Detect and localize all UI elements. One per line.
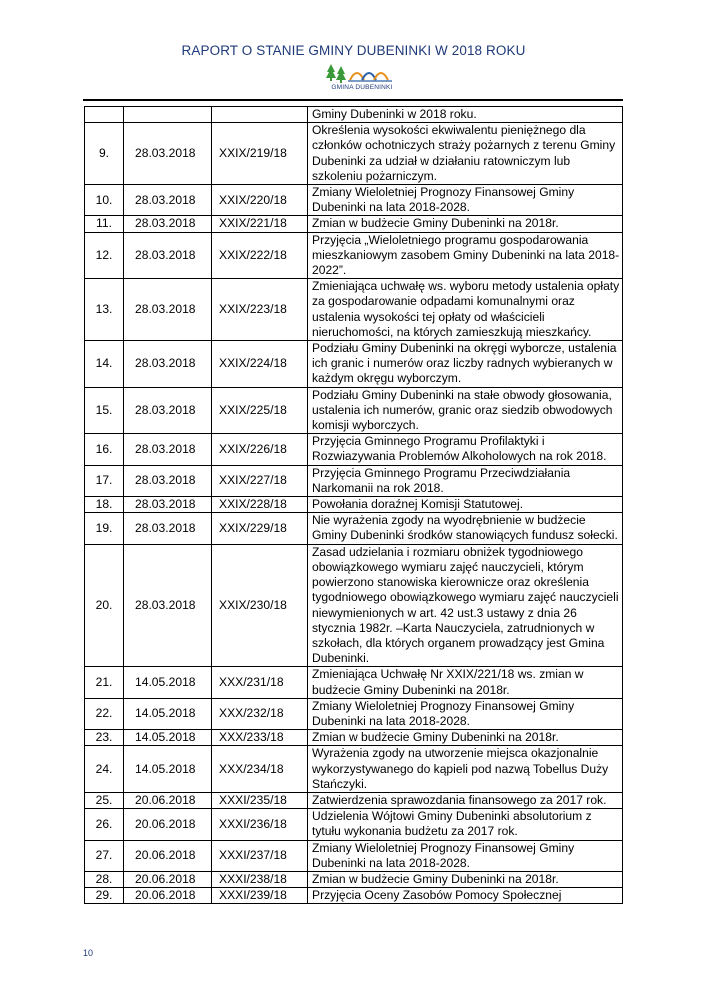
cell-title: Przyjęcia Gminnego Programu Profilaktyki i Rozwiazywania Problemów Alkoholowych na rok 2018.	[308, 434, 623, 465]
cell-date: 20.06.2018	[124, 871, 212, 887]
cell-resolution-number: XXX/233/18	[212, 730, 308, 746]
table-row	[85, 387, 623, 434]
table-row	[85, 216, 623, 232]
table-row	[85, 746, 623, 793]
table-row	[85, 107, 623, 123]
cell-date: 28.03.2018	[124, 216, 212, 232]
cell-title: Zasad udzielania i rozmiaru obniżek tygodniowego obowiązkowego wymiaru zajęć nauczycieli, którym powierzono stanowiska kierownicze oraz określenia tygodniowego obowiązkowego wymiaru zajęć nauczycieli niewymienionych w art. 42 ust.3 ustawy z dnia 26 stycznia 1982r. –Karta Nauczyciela, zatrudnionych w szkołach, dla których organem prowadzący jest Gmina Dubeninki.	[308, 544, 623, 667]
table-row	[85, 497, 623, 513]
table-row	[85, 730, 623, 746]
cell-title: Przyjęcia „Wieloletniego programu gospodarowania mieszkaniowym zasobem Gminy Dubeninki na lata 2018-2022”.	[308, 232, 623, 279]
cell-date: 20.06.2018	[124, 809, 212, 840]
cell-resolution-number: XXX/231/18	[212, 667, 308, 698]
cell-no: 23.	[85, 730, 124, 746]
cell-resolution-number: XXXI/238/18	[212, 871, 308, 887]
table-row	[85, 840, 623, 871]
cell-no: 17.	[85, 465, 124, 496]
cell-date: 28.03.2018	[124, 513, 212, 544]
cell-date: 28.03.2018	[124, 341, 212, 388]
cell-title: Przyjęcia Gminnego Programu Przeciwdziałania Narkomanii na rok 2018.	[308, 465, 623, 496]
cell-date: 14.05.2018	[124, 746, 212, 793]
cell-resolution-number: XXIX/220/18	[212, 185, 308, 216]
table-row	[85, 871, 623, 887]
cell-title: Podziału Gminy Dubeninki na stałe obwody głosowania, ustalenia ich numerów, granic oraz siedzib obwodowych komisji wyborczych.	[308, 387, 623, 434]
table-row	[85, 809, 623, 840]
table-row	[85, 667, 623, 698]
table-row	[85, 792, 623, 808]
cell-date: 28.03.2018	[124, 185, 212, 216]
cell-resolution-number: XXIX/227/18	[212, 465, 308, 496]
cell-no: 10.	[85, 185, 124, 216]
cell-date: 20.06.2018	[124, 792, 212, 808]
cell-resolution-number: XXXI/237/18	[212, 840, 308, 871]
header-divider	[83, 99, 623, 101]
cell-title: Udzielenia Wójtowi Gminy Dubeninki absolutorium z tytułu wykonania budżetu za 2017 rok.	[308, 809, 623, 840]
cell-title: Zmieniająca uchwałę ws. wyboru metody ustalenia opłaty za gospodarowanie odpadami komunalnymi oraz ustalenia wysokości tej opłaty od właścicieli nieruchomości, na których zamieszkują mieszkańcy.	[308, 279, 623, 341]
table-row	[85, 279, 623, 341]
cell-no: 18.	[85, 497, 124, 513]
cell-no: 26.	[85, 809, 124, 840]
table-row	[85, 232, 623, 279]
cell-title: Zmian w budżecie Gminy Dubeninki na 2018r.	[308, 216, 623, 232]
cell-no: 24.	[85, 746, 124, 793]
table-row	[85, 123, 623, 185]
cell-no: 15.	[85, 387, 124, 434]
table-row	[85, 544, 623, 667]
cell-no: 22.	[85, 698, 124, 729]
resolutions-table	[84, 106, 623, 904]
cell-no	[85, 107, 124, 123]
cell-resolution-number: XXIX/225/18	[212, 387, 308, 434]
cell-resolution-number: XXIX/221/18	[212, 216, 308, 232]
cell-resolution-number	[212, 107, 308, 123]
cell-title: Powołania doraźnej Komisji Statutowej.	[308, 497, 623, 513]
cell-date: 14.05.2018	[124, 698, 212, 729]
table-row	[85, 185, 623, 216]
cell-resolution-number: XXIX/229/18	[212, 513, 308, 544]
cell-no: 19.	[85, 513, 124, 544]
cell-no: 21.	[85, 667, 124, 698]
cell-resolution-number: XXXI/236/18	[212, 809, 308, 840]
table-row	[85, 434, 623, 465]
cell-date	[124, 107, 212, 123]
cell-resolution-number: XXX/232/18	[212, 698, 308, 729]
cell-title: Zmian w budżecie Gminy Dubeninki na 2018r.	[308, 730, 623, 746]
cell-resolution-number: XXIX/226/18	[212, 434, 308, 465]
logo-text: GMINA DUBENINKI	[331, 84, 393, 91]
cell-date: 14.05.2018	[124, 667, 212, 698]
cell-title: Podziału Gminy Dubeninki na okręgi wyborcze, ustalenia ich granic i numerów oraz liczby radnych wybieranych w każdym okręgu wyborczym.	[308, 341, 623, 388]
cell-no: 12.	[85, 232, 124, 279]
table-row	[85, 341, 623, 388]
page-number: 10	[83, 948, 94, 958]
cell-resolution-number: XXIX/228/18	[212, 497, 308, 513]
cell-date: 28.03.2018	[124, 279, 212, 341]
cell-no: 27.	[85, 840, 124, 871]
cell-title: Określenia wysokości ekwiwalentu pieniężnego dla członków ochotniczych straży pożarnych z terenu Gminy Dubeninki za udział w działaniu ratowniczym lub szkoleniu pożarniczym.	[308, 123, 623, 185]
table-row	[85, 698, 623, 729]
cell-date: 20.06.2018	[124, 840, 212, 871]
cell-no: 13.	[85, 279, 124, 341]
cell-date: 28.03.2018	[124, 434, 212, 465]
cell-date: 28.03.2018	[124, 465, 212, 496]
gmina-logo	[326, 62, 398, 96]
cell-title: Nie wyrażenia zgody na wyodrębnienie w budżecie Gminy Dubeninki środków stanowiących fundusz sołecki.	[308, 513, 623, 544]
table-row	[85, 465, 623, 496]
cell-date: 20.06.2018	[124, 888, 212, 904]
cell-no: 9.	[85, 123, 124, 185]
cell-title: Gminy Dubeninki w 2018 roku.	[308, 107, 623, 123]
cell-no: 25.	[85, 792, 124, 808]
table-row	[85, 513, 623, 544]
table-row	[85, 888, 623, 904]
cell-date: 14.05.2018	[124, 730, 212, 746]
cell-resolution-number: XXIX/223/18	[212, 279, 308, 341]
cell-resolution-number: XXX/234/18	[212, 746, 308, 793]
cell-resolution-number: XXIX/224/18	[212, 341, 308, 388]
cell-date: 28.03.2018	[124, 123, 212, 185]
cell-resolution-number: XXIX/230/18	[212, 544, 308, 667]
cell-title: Zatwierdzenia sprawozdania finansowego za 2017 rok.	[308, 792, 623, 808]
cell-title: Przyjęcia Oceny Zasobów Pomocy Społecznej	[308, 888, 623, 904]
cell-title: Zmian w budżecie Gminy Dubeninki na 2018r.	[308, 871, 623, 887]
cell-resolution-number: XXXI/239/18	[212, 888, 308, 904]
resolutions-table-body	[85, 107, 623, 904]
cell-no: 11.	[85, 216, 124, 232]
cell-date: 28.03.2018	[124, 544, 212, 667]
logo-graphic	[326, 62, 398, 84]
cell-resolution-number: XXIX/222/18	[212, 232, 308, 279]
cell-date: 28.03.2018	[124, 232, 212, 279]
cell-resolution-number: XXIX/219/18	[212, 123, 308, 185]
cell-title: Zmieniająca Uchwałę Nr XXIX/221/18 ws. zmian w budżecie Gminy Dubeninki na 2018r.	[308, 667, 623, 698]
cell-resolution-number: XXXI/235/18	[212, 792, 308, 808]
cell-no: 16.	[85, 434, 124, 465]
cell-no: 29.	[85, 888, 124, 904]
cell-title: Zmiany Wieloletniej Prognozy Finansowej Gminy Dubeninki na lata 2018-2028.	[308, 840, 623, 871]
cell-no: 20.	[85, 544, 124, 667]
cell-title: Wyrażenia zgody na utworzenie miejsca okazjonalnie wykorzystywanego do kąpieli pod nazwą Tobellus Duży Stańczyki.	[308, 746, 623, 793]
cell-title: Zmiany Wieloletniej Prognozy Finansowej Gminy Dubeninki na lata 2018-2028.	[308, 698, 623, 729]
cell-no: 28.	[85, 871, 124, 887]
page-header-title: RAPORT O STANIE GMINY DUBENINKI W 2018 ROKU	[181, 43, 526, 58]
cell-date: 28.03.2018	[124, 497, 212, 513]
cell-date: 28.03.2018	[124, 387, 212, 434]
cell-no: 14.	[85, 341, 124, 388]
cell-title: Zmiany Wieloletniej Prognozy Finansowej Gminy Dubeninki na lata 2018-2028.	[308, 185, 623, 216]
